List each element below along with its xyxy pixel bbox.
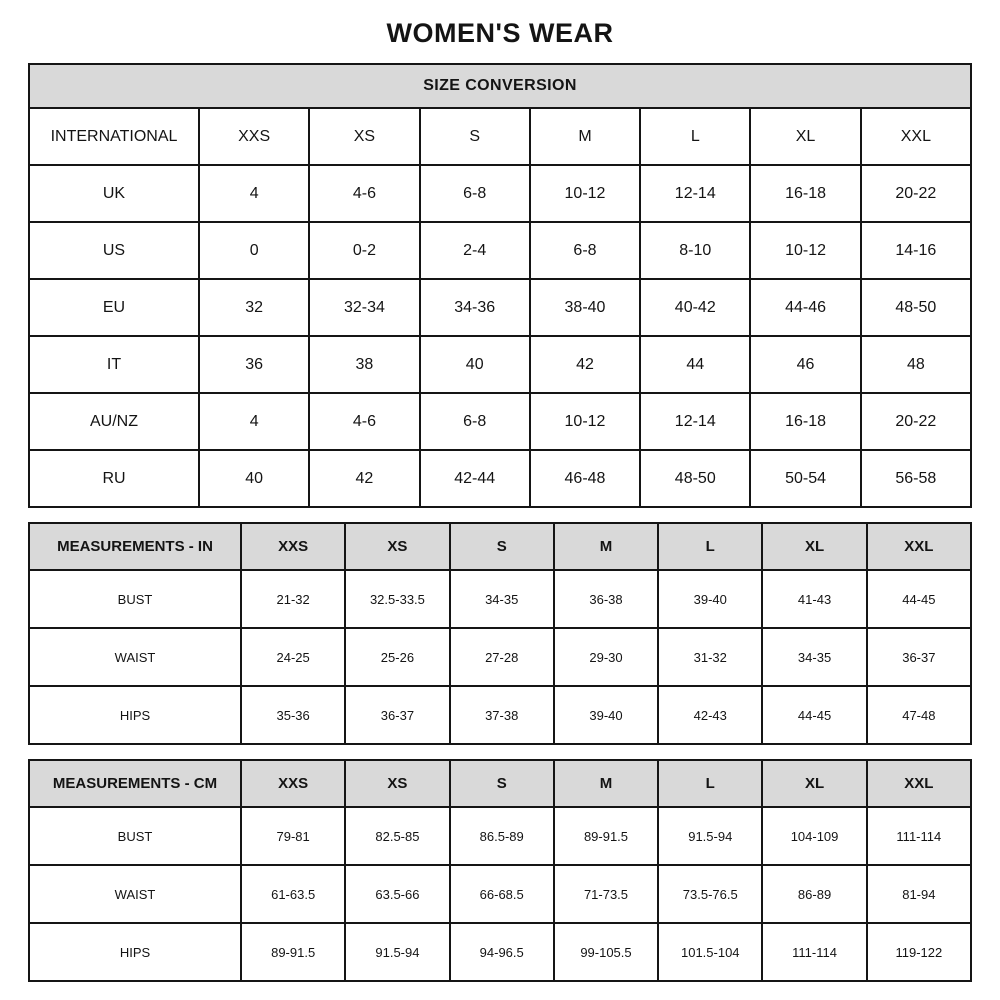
size-value-cell: 46: [750, 336, 860, 393]
column-header-xl: XL: [762, 760, 866, 807]
size-value-cell: 42: [530, 336, 640, 393]
measurement-value-cell: 111-114: [867, 807, 971, 865]
size-value-cell: 34-36: [420, 279, 530, 336]
column-header-xxs: XXS: [199, 108, 309, 165]
size-value-cell: 0: [199, 222, 309, 279]
column-header-m: M: [530, 108, 640, 165]
measurement-value-cell: 89-91.5: [241, 923, 345, 981]
measurement-value-cell: 79-81: [241, 807, 345, 865]
column-header-xxs: XXS: [241, 523, 345, 570]
size-value-cell: 12-14: [640, 393, 750, 450]
size-value-cell: 6-8: [420, 165, 530, 222]
column-header-xxl: XXL: [867, 523, 971, 570]
size-value-cell: 46-48: [530, 450, 640, 507]
measurement-value-cell: 111-114: [762, 923, 866, 981]
measurement-value-cell: 34-35: [450, 570, 554, 628]
row-label-hips-cm: HIPS: [29, 923, 241, 981]
measurement-value-cell: 81-94: [867, 865, 971, 923]
column-header-l: L: [658, 760, 762, 807]
table-row: [29, 570, 971, 628]
table-row: [29, 807, 971, 865]
measurement-value-cell: 42-43: [658, 686, 762, 744]
page-title: WOMEN'S WEAR: [386, 18, 614, 48]
column-header-xs: XS: [309, 108, 419, 165]
column-header-xl: XL: [762, 523, 866, 570]
column-header-s: S: [450, 523, 554, 570]
measurement-value-cell: 99-105.5: [554, 923, 658, 981]
measurements-in-header-row: [29, 523, 971, 570]
column-header-xxl: XXL: [861, 108, 971, 165]
size-value-cell: 40: [420, 336, 530, 393]
measurement-value-cell: 41-43: [762, 570, 866, 628]
size-value-cell: 48: [861, 336, 971, 393]
row-label-eu: EU: [29, 279, 199, 336]
measurement-value-cell: 27-28: [450, 628, 554, 686]
table-row: [29, 923, 971, 981]
size-value-cell: 4-6: [309, 393, 419, 450]
size-conversion-banner-row: [29, 64, 971, 108]
size-value-cell: 14-16: [861, 222, 971, 279]
table-row: [29, 393, 971, 450]
measurement-value-cell: 86.5-89: [450, 807, 554, 865]
size-value-cell: 10-12: [530, 165, 640, 222]
row-label-waist-in: WAIST: [29, 628, 241, 686]
measurement-value-cell: 73.5-76.5: [658, 865, 762, 923]
measurements-cm-table: [28, 759, 972, 982]
measurement-value-cell: 94-96.5: [450, 923, 554, 981]
measurement-value-cell: 91.5-94: [658, 807, 762, 865]
measurement-value-cell: 104-109: [762, 807, 866, 865]
table-row: [29, 279, 971, 336]
measurement-value-cell: 82.5-85: [345, 807, 449, 865]
size-value-cell: 42: [309, 450, 419, 507]
row-label-us: US: [29, 222, 199, 279]
measurement-value-cell: 39-40: [554, 686, 658, 744]
measurements-cm-header-row: [29, 760, 971, 807]
size-value-cell: 20-22: [861, 165, 971, 222]
size-value-cell: 32: [199, 279, 309, 336]
row-label-it: IT: [29, 336, 199, 393]
column-header-l: L: [658, 523, 762, 570]
column-header-xxs: XXS: [241, 760, 345, 807]
column-header-xs: XS: [345, 523, 449, 570]
measurements-cm-header: MEASUREMENTS - CM: [29, 760, 241, 807]
measurement-value-cell: 36-37: [867, 628, 971, 686]
row-label-uk: UK: [29, 165, 199, 222]
table-row: [29, 628, 971, 686]
size-value-cell: 44-46: [750, 279, 860, 336]
size-value-cell: 36: [199, 336, 309, 393]
size-conversion-header-row: [29, 108, 971, 165]
size-value-cell: 6-8: [530, 222, 640, 279]
size-value-cell: 48-50: [640, 450, 750, 507]
measurement-value-cell: 101.5-104: [658, 923, 762, 981]
column-header-xs: XS: [345, 760, 449, 807]
size-value-cell: 44: [640, 336, 750, 393]
size-conversion-table: [28, 63, 972, 508]
row-label-bust-in: BUST: [29, 570, 241, 628]
column-header-xxl: XXL: [867, 760, 971, 807]
column-header-international: INTERNATIONAL: [29, 108, 199, 165]
size-value-cell: 38: [309, 336, 419, 393]
column-header-m: M: [554, 760, 658, 807]
row-label-hips-in: HIPS: [29, 686, 241, 744]
size-value-cell: 56-58: [861, 450, 971, 507]
measurement-value-cell: 37-38: [450, 686, 554, 744]
measurement-value-cell: 44-45: [762, 686, 866, 744]
size-value-cell: 8-10: [640, 222, 750, 279]
table-row: [29, 450, 971, 507]
table-row: [29, 336, 971, 393]
measurement-value-cell: 21-32: [241, 570, 345, 628]
measurement-value-cell: 47-48: [867, 686, 971, 744]
column-header-m: M: [554, 523, 658, 570]
measurements-in-table: [28, 522, 972, 745]
measurement-value-cell: 35-36: [241, 686, 345, 744]
row-label-waist-cm: WAIST: [29, 865, 241, 923]
measurement-value-cell: 36-38: [554, 570, 658, 628]
size-value-cell: 10-12: [750, 222, 860, 279]
column-header-s: S: [420, 108, 530, 165]
row-label-ru: RU: [29, 450, 199, 507]
measurement-value-cell: 39-40: [658, 570, 762, 628]
measurement-value-cell: 61-63.5: [241, 865, 345, 923]
size-value-cell: 16-18: [750, 165, 860, 222]
size-conversion-banner: SIZE CONVERSION: [29, 64, 971, 108]
size-value-cell: 40-42: [640, 279, 750, 336]
measurements-in-header: MEASUREMENTS - IN: [29, 523, 241, 570]
size-value-cell: 10-12: [530, 393, 640, 450]
measurement-value-cell: 89-91.5: [554, 807, 658, 865]
size-value-cell: 0-2: [309, 222, 419, 279]
measurement-value-cell: 86-89: [762, 865, 866, 923]
size-value-cell: 50-54: [750, 450, 860, 507]
row-label-bust-cm: BUST: [29, 807, 241, 865]
row-label-aunz: AU/NZ: [29, 393, 199, 450]
size-value-cell: 42-44: [420, 450, 530, 507]
size-value-cell: 6-8: [420, 393, 530, 450]
measurement-value-cell: 119-122: [867, 923, 971, 981]
measurement-value-cell: 25-26: [345, 628, 449, 686]
measurement-value-cell: 34-35: [762, 628, 866, 686]
column-header-xl: XL: [750, 108, 860, 165]
size-value-cell: 4: [199, 165, 309, 222]
size-value-cell: 38-40: [530, 279, 640, 336]
size-value-cell: 4-6: [309, 165, 419, 222]
measurement-value-cell: 24-25: [241, 628, 345, 686]
table-row: [29, 165, 971, 222]
measurement-value-cell: 63.5-66: [345, 865, 449, 923]
size-value-cell: 48-50: [861, 279, 971, 336]
measurement-value-cell: 44-45: [867, 570, 971, 628]
size-value-cell: 32-34: [309, 279, 419, 336]
size-value-cell: 12-14: [640, 165, 750, 222]
table-row: [29, 865, 971, 923]
measurement-value-cell: 66-68.5: [450, 865, 554, 923]
size-value-cell: 2-4: [420, 222, 530, 279]
size-value-cell: 20-22: [861, 393, 971, 450]
column-header-l: L: [640, 108, 750, 165]
size-value-cell: 16-18: [750, 393, 860, 450]
measurement-value-cell: 71-73.5: [554, 865, 658, 923]
measurement-value-cell: 36-37: [345, 686, 449, 744]
size-value-cell: 40: [199, 450, 309, 507]
table-row: [29, 222, 971, 279]
column-header-s: S: [450, 760, 554, 807]
measurement-value-cell: 91.5-94: [345, 923, 449, 981]
measurement-value-cell: 29-30: [554, 628, 658, 686]
measurement-value-cell: 32.5-33.5: [345, 570, 449, 628]
measurement-value-cell: 31-32: [658, 628, 762, 686]
table-row: [29, 686, 971, 744]
size-value-cell: 4: [199, 393, 309, 450]
